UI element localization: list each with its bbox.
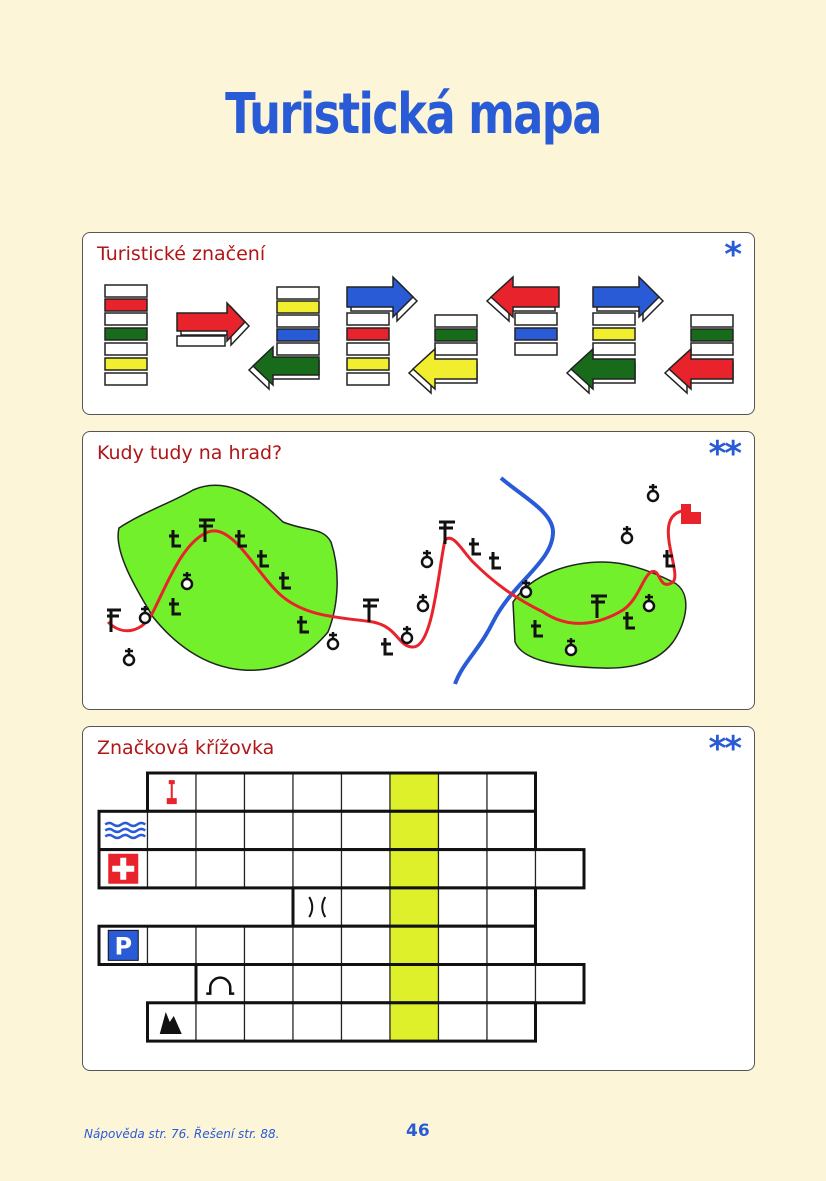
crossword-cell[interactable] xyxy=(342,773,391,811)
crossword-cell[interactable] xyxy=(293,1003,342,1041)
crossword-row xyxy=(99,926,536,964)
crossword-cell[interactable] xyxy=(487,850,536,888)
crossword-cell[interactable] xyxy=(293,926,342,964)
parking-letter: P xyxy=(114,932,133,961)
parking-icon xyxy=(108,930,138,960)
marking-stack-2 xyxy=(249,287,319,389)
difficulty-stars: * xyxy=(724,235,740,275)
crossword-cell[interactable] xyxy=(390,888,439,926)
route-map xyxy=(83,432,754,709)
crossword-cell[interactable] xyxy=(245,773,294,811)
shrine-icon xyxy=(140,606,150,623)
crossword-cell[interactable] xyxy=(245,811,294,849)
castle-route-panel xyxy=(82,431,755,710)
crossword-cell[interactable] xyxy=(487,965,536,1003)
shrine-icon xyxy=(622,526,632,543)
shrine-icon xyxy=(648,484,658,501)
section-title: Kudy tudy na hrad? xyxy=(97,442,283,464)
crossword-cell[interactable] xyxy=(148,850,197,888)
shrine-icon xyxy=(418,594,428,611)
crossword-cell[interactable] xyxy=(342,965,391,1003)
crossword-cell[interactable] xyxy=(196,850,245,888)
crossword-cell[interactable] xyxy=(245,1003,294,1041)
shrine-icon xyxy=(644,594,654,611)
crossword-cell[interactable] xyxy=(487,773,536,811)
red-arrow-marking xyxy=(177,303,249,346)
shrine-icon xyxy=(422,550,432,567)
crossword-cell[interactable] xyxy=(196,811,245,849)
crossword-cell[interactable] xyxy=(196,773,245,811)
page-title: Turistická mapa xyxy=(225,82,601,147)
crossword-grid xyxy=(83,727,754,1070)
crossword-cell[interactable] xyxy=(342,1003,391,1041)
crossword-cell[interactable] xyxy=(196,926,245,964)
crossword-cell[interactable] xyxy=(439,773,488,811)
crossword-cell[interactable] xyxy=(245,926,294,964)
crossword-cell[interactable] xyxy=(342,926,391,964)
crossword-cell[interactable] xyxy=(487,1003,536,1041)
crossword-cell[interactable] xyxy=(196,1003,245,1041)
crossword-cell[interactable] xyxy=(487,926,536,964)
shrine-icon xyxy=(328,632,338,649)
crossword-row xyxy=(148,773,536,811)
crossword-row xyxy=(196,965,584,1003)
shrine-icon xyxy=(566,638,576,655)
trail-markings-figure xyxy=(83,233,754,414)
crossword-cell[interactable] xyxy=(293,811,342,849)
castle-icon xyxy=(681,504,701,524)
marking-stack-6 xyxy=(567,277,663,393)
crossword-cell[interactable] xyxy=(390,811,439,849)
signpost-icon xyxy=(363,600,379,622)
crossword-cell[interactable] xyxy=(148,811,197,849)
crossword-cell[interactable] xyxy=(342,888,391,926)
marking-stack-1 xyxy=(105,285,147,385)
crossword-panel xyxy=(82,726,755,1071)
crossword-cell[interactable] xyxy=(536,850,585,888)
crossword-cell[interactable] xyxy=(293,888,342,926)
crossword-row xyxy=(148,1003,536,1041)
crossword-cell[interactable] xyxy=(196,965,245,1003)
shrine-icon xyxy=(124,648,134,665)
difficulty-stars: ** xyxy=(708,729,740,769)
crossword-row xyxy=(99,811,536,849)
crossword-cell[interactable] xyxy=(342,850,391,888)
crossword-cell[interactable] xyxy=(439,965,488,1003)
crossword-cell[interactable] xyxy=(342,811,391,849)
crossword-cell[interactable] xyxy=(439,1003,488,1041)
shrine-icon xyxy=(521,580,531,597)
crossword-cell[interactable] xyxy=(390,926,439,964)
crossword-cell[interactable] xyxy=(293,965,342,1003)
marking-stack-4 xyxy=(409,315,477,393)
crossword-row xyxy=(293,888,536,926)
wayside-cross-icon xyxy=(381,638,393,654)
first-aid-icon xyxy=(108,854,138,884)
marking-stack-3 xyxy=(347,277,417,385)
shrine-icon xyxy=(402,626,412,643)
wayside-cross-icon xyxy=(469,538,481,554)
section-title: Značková křížovka xyxy=(97,737,275,759)
footer-hint: Nápověda str. 76. Řešení str. 88. xyxy=(84,1127,280,1141)
marking-stack-5 xyxy=(487,277,559,355)
crossword-cell[interactable] xyxy=(439,888,488,926)
crossword-row xyxy=(99,850,584,888)
crossword-cell[interactable] xyxy=(390,773,439,811)
crossword-cell[interactable] xyxy=(487,811,536,849)
crossword-cell[interactable] xyxy=(245,965,294,1003)
wayside-cross-icon xyxy=(489,552,501,568)
crossword-cell[interactable] xyxy=(293,850,342,888)
section-title: Turistické značení xyxy=(97,243,266,265)
page-number: 46 xyxy=(406,1121,430,1141)
trail-markings-panel xyxy=(82,232,755,415)
crossword-cell[interactable] xyxy=(390,1003,439,1041)
crossword-cell[interactable] xyxy=(439,926,488,964)
crossword-cell[interactable] xyxy=(487,888,536,926)
shrine-icon xyxy=(182,572,192,589)
crossword-cell[interactable] xyxy=(245,850,294,888)
crossword-cell[interactable] xyxy=(148,926,197,964)
crossword-cell[interactable] xyxy=(390,850,439,888)
marking-stack-7 xyxy=(665,315,733,393)
forest-left xyxy=(118,485,337,670)
crossword-cell[interactable] xyxy=(439,850,488,888)
difficulty-stars: ** xyxy=(708,434,740,474)
crossword-cell[interactable] xyxy=(536,965,585,1003)
crossword-cell[interactable] xyxy=(390,965,439,1003)
crossword-cell[interactable] xyxy=(439,811,488,849)
crossword-cell[interactable] xyxy=(293,773,342,811)
